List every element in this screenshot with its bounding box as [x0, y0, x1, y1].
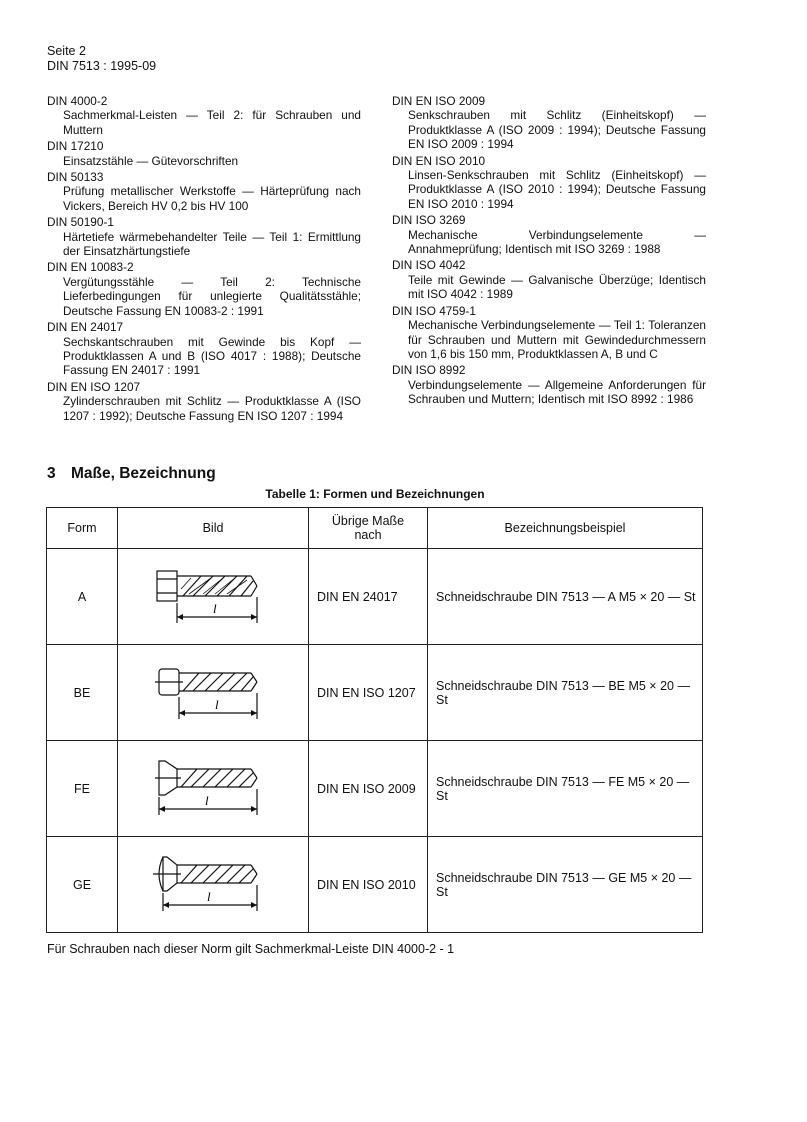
reference-description: Prüfung metallischer Werkstoffe — Härteprüfung nach Vickers, Bereich HV 0,2 bis HV 100 [63, 184, 361, 213]
standard-id: DIN 7513 : 1995-09 [47, 59, 157, 73]
page-number: Seite 2 [47, 44, 86, 58]
countersunk-head-screw-drawing [153, 753, 273, 825]
reference-code: DIN 50190-1 [47, 215, 114, 230]
header-form: Form [47, 508, 118, 549]
footnote: Für Schrauben nach dieser Norm gilt Sachmerkmal-Leiste DIN 4000-2 - 1 [47, 942, 455, 956]
example-cell: Schneidschraube DIN 7513 — GE M5 × 20 — St [428, 837, 703, 933]
header-mass-label: Übrige Maße nach [331, 514, 405, 542]
header-example: Bezeichnungsbeispiel [428, 508, 703, 549]
table-row [47, 837, 703, 933]
length-symbol: l [215, 696, 219, 712]
reference-entry [392, 94, 706, 152]
form-cell: FE [47, 741, 118, 837]
page-header [47, 44, 156, 74]
length-symbol: l [207, 888, 211, 904]
reference-entry [392, 304, 706, 362]
reference-code: DIN 50133 [47, 170, 104, 185]
example-cell: Schneidschraube DIN 7513 — A M5 × 20 — St [428, 549, 703, 645]
reference-code: DIN ISO 4759-1 [392, 303, 476, 318]
bild-cell [118, 837, 309, 933]
cheese-head-screw-drawing [153, 657, 273, 729]
reference-code: DIN EN 24017 [47, 320, 124, 335]
form-cell: BE [47, 645, 118, 741]
form-cell: GE [47, 837, 118, 933]
reference-description: Vergütungsstähle — Teil 2: Technische Lieferbedingungen für unlegierte Qualitätsstähle; Deutsche Fassung EN 10083-2 : 1991 [63, 274, 361, 318]
references-left-column [47, 94, 361, 425]
bild-cell [118, 741, 309, 837]
reference-description: Verbindungselemente — Allgemeine Anforderungen für Schrauben und Muttern; Identisch mit ISO 8992 : 1986 [408, 377, 706, 407]
reference-entry [47, 215, 361, 258]
header-bild: Bild [118, 508, 309, 549]
table-row [47, 645, 703, 741]
reference-description: Härtetiefe wärmebehandelter Teile — Teil 1: Ermittlung der Einsatzhärtungstiefe [63, 229, 361, 259]
reference-entry [392, 258, 706, 301]
length-symbol: l [213, 600, 217, 616]
hexagon-head-screw-drawing [153, 561, 273, 633]
standard-cell: DIN EN ISO 1207 [309, 645, 428, 741]
reference-code: DIN EN 10083-2 [47, 260, 134, 275]
reference-code: DIN 17210 [47, 139, 104, 154]
standard-cell: DIN EN ISO 2010 [309, 837, 428, 933]
reference-entry [47, 170, 361, 213]
section-number: 3 [47, 465, 56, 482]
reference-entry [47, 380, 361, 423]
example-cell: Schneidschraube DIN 7513 — FE M5 × 20 — St [428, 741, 703, 837]
reference-code: DIN 4000-2 [47, 94, 108, 108]
reference-entry [47, 260, 361, 318]
reference-description: Mechanische Verbindungselemente — Annahmeprüfung; Identisch mit ISO 3269 : 1988 [408, 227, 706, 257]
reference-entry [392, 154, 706, 212]
standard-cell: DIN EN ISO 2009 [309, 741, 428, 837]
table-caption: Tabelle 1: Formen und Bezeichnungen [265, 487, 485, 501]
reference-description: Teile mit Gewinde — Galvanische Überzüge; Identisch mit ISO 4042 : 1989 [408, 272, 706, 302]
reference-description: Zylinderschrauben mit Schlitz — Produktklasse A (ISO 1207 : 1992); Deutsche Fassung EN ISO 1207 : 1994 [63, 394, 361, 423]
reference-code: DIN EN ISO 2010 [392, 153, 486, 168]
table-row [47, 741, 703, 837]
reference-description: Einsatzstähle — Gütevorschriften [63, 153, 239, 168]
references-right-column [392, 94, 706, 409]
form-cell: A [47, 549, 118, 645]
reference-description: Linsen-Senkschrauben mit Schlitz (Einheitskopf) — Produktklasse A (ISO 2010 : 1994); Deutsche Fassung EN ISO 2010 : 1994 [408, 168, 706, 211]
reference-entry [47, 94, 361, 137]
table-row [47, 549, 703, 645]
reference-description: Sachmerkmal-Leisten — Teil 2: für Schrauben und Muttern [63, 108, 361, 137]
section-title: Maße, Bezeichnung [71, 465, 216, 482]
section-heading [47, 465, 216, 483]
reference-code: DIN ISO 3269 [392, 213, 466, 228]
standard-cell: DIN EN 24017 [309, 549, 428, 645]
example-cell: Schneidschraube DIN 7513 — BE M5 × 20 — St [428, 645, 703, 741]
reference-entry [47, 139, 361, 168]
reference-entry [47, 320, 361, 378]
reference-entry [392, 363, 706, 406]
table-header-row [47, 508, 703, 549]
reference-description: Senkschrauben mit Schlitz (Einheitskopf) — Produktklasse A (ISO 2009 : 1994); Deutsche Fassung EN ISO 2009 : 1994 [408, 108, 706, 152]
raised-countersunk-head-screw-drawing [153, 849, 273, 921]
reference-description: Mechanische Verbindungselemente — Teil 1: Toleranzen für Schrauben und Muttern mit Gewindedurchmessern von 1,6 bis 150 mm, Produktklassen A, B und C [408, 318, 706, 361]
reference-description: Sechskantschrauben mit Gewinde bis Kopf — Produktklassen A und B (ISO 4017 : 1988); Deutsche Fassung EN 24017 : 1991 [63, 334, 361, 378]
reference-code: DIN EN ISO 2009 [392, 94, 486, 108]
length-symbol: l [205, 792, 209, 808]
reference-code: DIN ISO 4042 [392, 258, 466, 273]
forms-table [46, 507, 703, 933]
bild-cell [118, 645, 309, 741]
bild-cell [118, 549, 309, 645]
reference-entry [392, 213, 706, 256]
reference-code: DIN ISO 8992 [392, 363, 466, 378]
reference-code: DIN EN ISO 1207 [47, 379, 141, 394]
header-mass [309, 508, 428, 549]
